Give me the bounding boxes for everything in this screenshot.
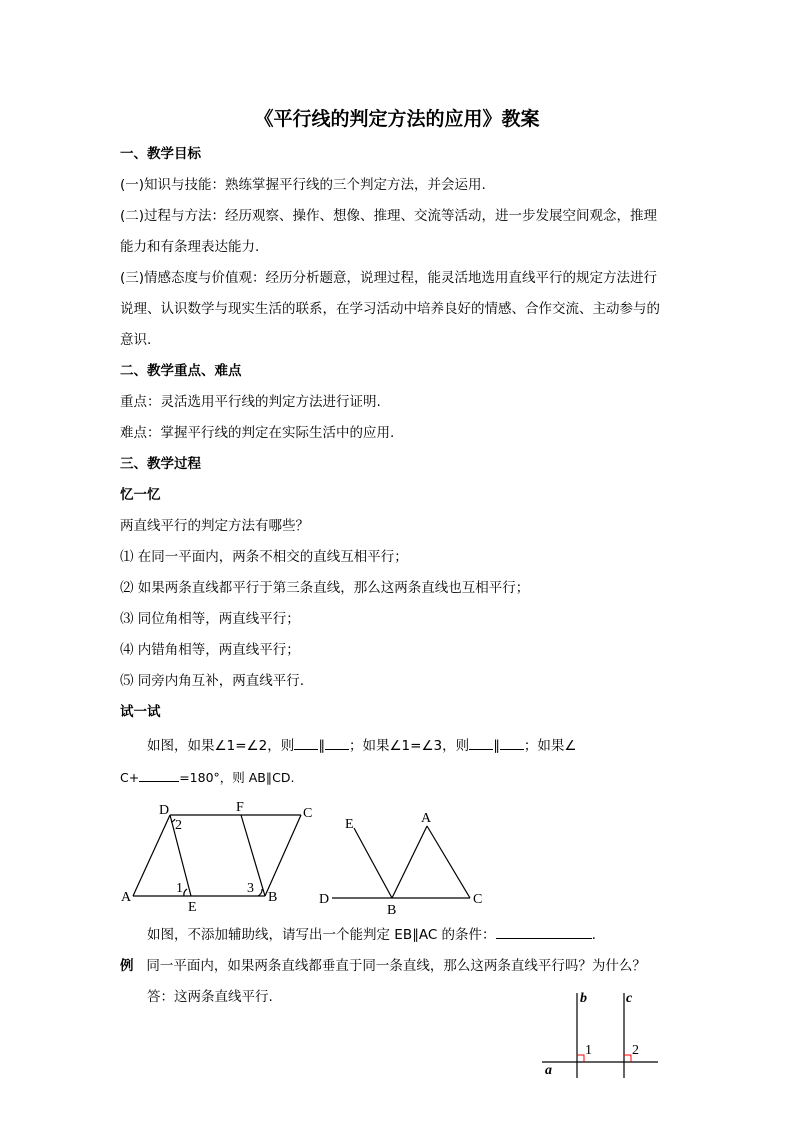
label-angle-2: 2: [632, 1043, 639, 1058]
label-a: a: [545, 1063, 552, 1078]
label-F: F: [236, 800, 244, 815]
goal-process-line2: 能力和有条理表达能力.: [120, 239, 260, 255]
angle-arc-1: [184, 889, 187, 896]
condition-text: 如图，不添加辅助线，请写出一个能判定 EB∥AC 的条件：: [147, 927, 496, 943]
method-item: ⑸ 同旁内角互补，两直线平行.: [120, 673, 305, 689]
recall-question: 两直线平行的判定方法有哪些？: [120, 518, 309, 534]
try-text: C+: [120, 770, 140, 785]
answer-blank: [496, 924, 592, 939]
recall-heading: 忆一忆: [120, 487, 161, 503]
figure-triangle: [312, 800, 497, 918]
parallel-symbol: ∥: [493, 738, 500, 754]
label-B: B: [387, 903, 397, 918]
method-item: ⑷ 内错角相等，两直线平行；: [120, 642, 300, 658]
right-angle-mark-2: [624, 1055, 631, 1062]
try-heading: 试一试: [120, 704, 161, 720]
label-c: c: [626, 991, 633, 1006]
section-heading-process: 三、教学过程: [120, 456, 201, 472]
line-BA: [392, 826, 427, 898]
figure-perpendicular-lines: [538, 985, 663, 1080]
example-answer: 答：这两条直线平行.: [147, 989, 273, 1005]
line-DA: [133, 815, 170, 896]
try-text: =180°，则 AB∥CD.: [179, 770, 295, 785]
label-E: E: [188, 900, 197, 915]
condition-end: .: [591, 927, 596, 943]
label-A: A: [421, 811, 432, 826]
try-text: ；如果∠: [523, 738, 577, 754]
line-EB: [354, 828, 392, 898]
example-text: 同一平面内，如果两条直线都垂直于同一条直线，那么这两条直线平行吗？为什么？: [146, 958, 646, 974]
condition-question: [147, 924, 707, 945]
label-b: b: [580, 991, 587, 1006]
label-D: D: [319, 892, 330, 907]
figure-parallelogram: [115, 795, 320, 915]
section-heading-goals: 一、教学目标: [120, 146, 201, 162]
label-C: C: [473, 892, 483, 907]
answer-blank: [139, 767, 179, 782]
document-title: 《平行线的判定方法的应用》教案: [254, 108, 540, 130]
method-item: ⑴ 在同一平面内，两条不相交的直线互相平行；: [120, 549, 408, 565]
line-CB: [265, 815, 301, 896]
angle-arc-3: [258, 889, 262, 896]
label-D: D: [159, 803, 170, 818]
goal-attitude-line1: (三)情感态度与价值观：经历分析题意，说理过程，能灵活地选用直线平行的规定方法进行: [120, 270, 658, 286]
label-angle-1: 1: [176, 881, 183, 896]
goal-attitude-line2: 说理、认识数学与现实生活的联系，在学习活动中培养良好的情感、合作交流、主动参与的: [120, 301, 660, 317]
answer-blank: [469, 735, 493, 750]
method-item: ⑵ 如果两条直线都平行于第三条直线，那么这两条直线也互相平行；: [120, 580, 530, 596]
goal-attitude-line3: 意识.: [120, 332, 152, 348]
parallel-symbol: ∥: [318, 738, 325, 754]
answer-blank: [325, 735, 349, 750]
example-question: [120, 957, 680, 976]
answer-blank: [294, 735, 318, 750]
goal-process-line1: (二)过程与方法：经历观察、操作、想像、推理、交流等活动，进一步发展空间观念，推理: [120, 208, 658, 224]
try-text: 如图，如果∠1=∠2，则: [147, 738, 295, 754]
label-E: E: [345, 817, 354, 832]
label-B: B: [268, 890, 278, 905]
difficult-point: 难点：掌握平行线的判定在实际生活中的应用.: [120, 425, 395, 441]
label-angle-3: 3: [247, 881, 254, 896]
right-angle-mark-1: [577, 1055, 584, 1062]
line-AC: [427, 826, 470, 898]
try-text: ；如果∠1=∠3，则: [348, 738, 470, 754]
try-question-line1: [147, 735, 707, 756]
label-angle-2: 2: [175, 818, 182, 833]
label-angle-1: 1: [585, 1043, 592, 1058]
answer-blank: [500, 735, 524, 750]
example-label: 例: [120, 958, 134, 974]
try-question-line2: [120, 767, 680, 787]
key-point: 重点：灵活选用平行线的判定方法进行证明.: [120, 394, 381, 410]
method-item: ⑶ 同位角相等，两直线平行；: [120, 611, 300, 627]
label-C: C: [303, 806, 313, 821]
goal-knowledge: (一)知识与技能：熟练掌握平行线的三个判定方法，并会运用.: [120, 177, 486, 193]
label-A: A: [121, 890, 132, 905]
section-heading-keypoints: 二、教学重点、难点: [120, 363, 242, 379]
